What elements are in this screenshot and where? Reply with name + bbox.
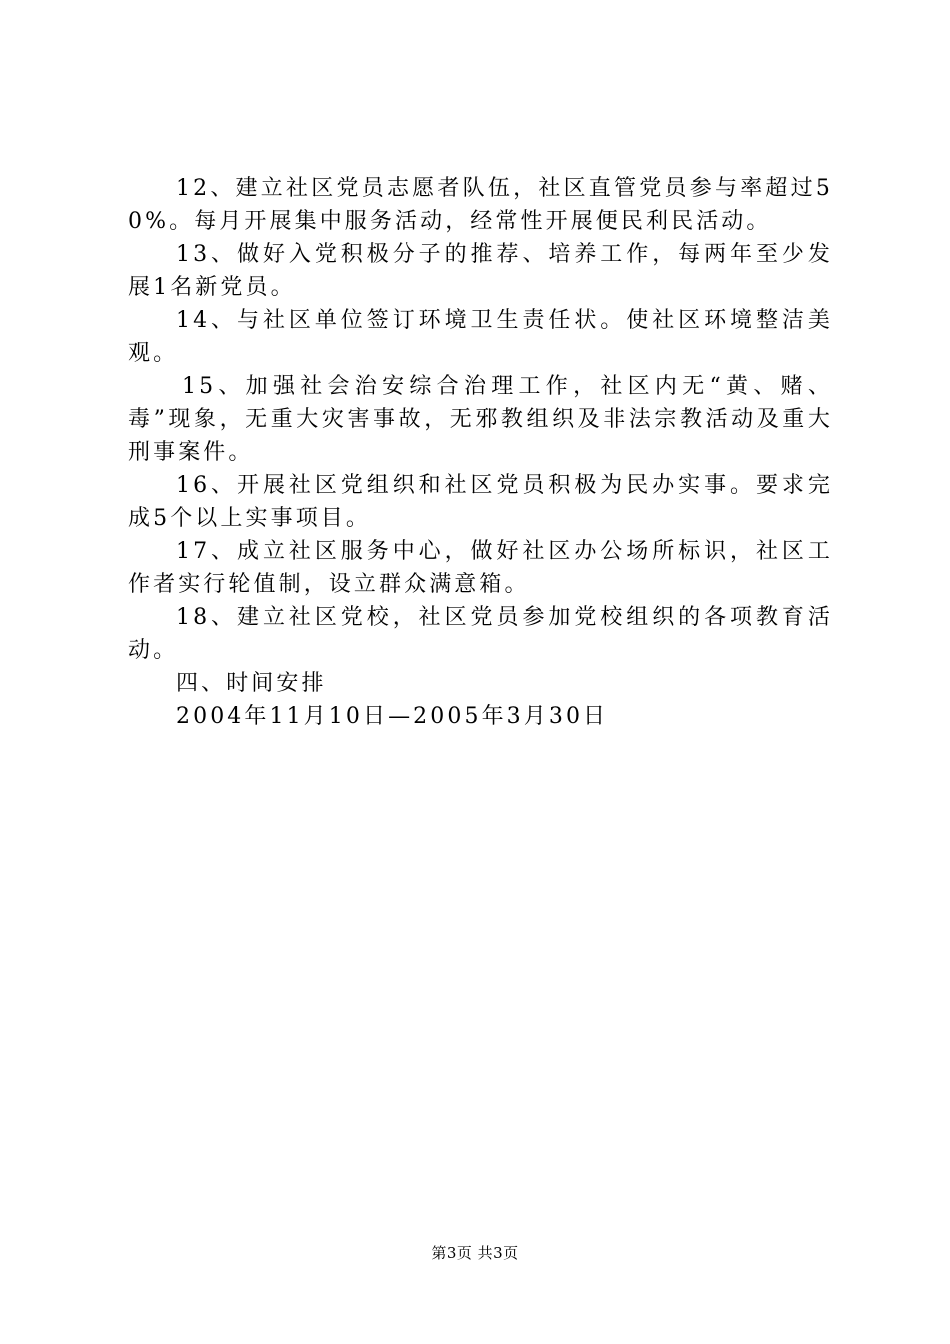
page-footer: 第3页 共3页 bbox=[431, 1244, 519, 1262]
paragraph-item-17: 17、成立社区服务中心，做好社区办公场所标识，社区工作者实行轮值制，设立群众满意箱。 bbox=[128, 539, 833, 597]
paragraph-item-14: 14、与社区单位签订环境卫生责任状。使社区环境整洁美观。 bbox=[128, 308, 833, 366]
paragraph-item-18: 18、建立社区党校，社区党员参加党校组织的各项教育活动。 bbox=[128, 605, 833, 663]
document-body bbox=[128, 172, 833, 733]
paragraph-item-16: 16、开展社区党组织和社区党员积极为民办实事。要求完成5个以上实事项目。 bbox=[128, 473, 833, 531]
paragraph-item-12: 12、建立社区党员志愿者队伍，社区直管党员参与率超过50%。每月开展集中服务活动，经常性开展便民利民活动。 bbox=[128, 176, 833, 234]
section-heading-schedule: 四、时间安排 bbox=[176, 671, 327, 696]
paragraph-item-13: 13、做好入党积极分子的推荐、培养工作，每两年至少发展1名新党员。 bbox=[128, 242, 833, 300]
paragraph-item-15: 15、加强社会治安综合治理工作，社区内无“黄、赌、毒”现象，无重大灾害事故，无邪教组织及非法宗教活动及重大刑事案件。 bbox=[128, 374, 833, 465]
schedule-date-range: 2004年11月10日—2005年3月30日 bbox=[176, 704, 609, 729]
